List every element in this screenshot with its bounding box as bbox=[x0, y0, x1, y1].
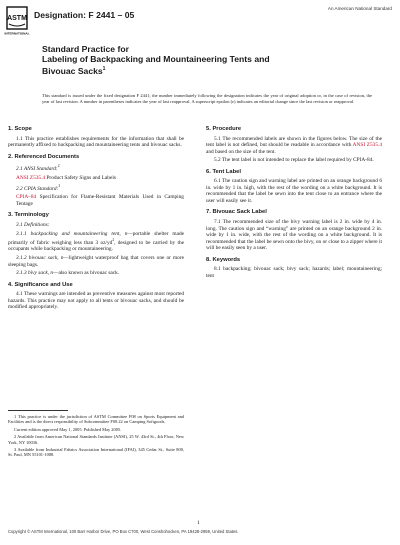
ref-ansi-heading: 2.1 ANSI Standard:$^2$ bbox=[16, 164, 60, 172]
title-line-3: Bivouac Sacks$^1$ bbox=[42, 65, 106, 76]
footnote-2: 2 Available from American National Standards Institute (ANSI), 25 W. 43rd St., 4th Floor, New York, NY 10036. bbox=[8, 434, 184, 445]
section-procedure-heading: 5. Procedure bbox=[206, 126, 242, 132]
tent-label-6-1: 6.1 The caution sign and warning label are printed on an orange background 6 in. wide by 1 in. high, with the rest of the wording on a white background. It is recommended that the label be sewn into the tent close to an entrance where the user will easily see it. bbox=[206, 178, 382, 204]
right-column bbox=[206, 126, 382, 281]
ansi-z535-link[interactable]: ANSI Z535.4 bbox=[16, 174, 46, 181]
section-references-heading: 2. Referenced Documents bbox=[8, 153, 80, 160]
significance-paragraph: 4.1 These warnings are intended as preventive measures against most reported hazards. This practice may not apply to all tents or bivouac sacks, and should be modified appropriately. bbox=[8, 291, 184, 311]
svg-text:ASTM: ASTM bbox=[7, 15, 27, 22]
keywords-8-1: 8.1 backpacking; bivouac sack; bivy sack; hazards; label; mountaineering; tent bbox=[206, 266, 382, 279]
publisher-note: An American National Standard bbox=[327, 6, 392, 11]
ansi-z535-link-2[interactable]: ANSI Z535.4 bbox=[352, 142, 383, 149]
footnotes bbox=[8, 414, 184, 460]
designation: Designation: F 2441 – 05 bbox=[34, 10, 135, 20]
procedure-5-2: 5.2 The tent label is not intended to replace the label required by CPIA-84. bbox=[214, 157, 374, 164]
section-terminology-heading: 3. Terminology bbox=[8, 212, 49, 219]
ref-cpia-item: CPIA–84 Specification for Flame-Resistant Materials Used in Camping Tentage bbox=[16, 194, 184, 207]
footnote-1b: Current edition approved May 1, 2005. Published May 2005. bbox=[14, 426, 122, 432]
footnote-3: 3 Available from Industrial Fabrics Association International (IFAI), 345 Cedar St., Suite 800, St. Paul, MN 55101-1088. bbox=[8, 447, 184, 458]
term-definitions: 3.1 Definitions: bbox=[16, 222, 50, 229]
astm-logo bbox=[6, 6, 28, 36]
procedure-5-1: 5.1 The recommended labels are shown in the figures below. The size of the tent label is not defined, but should be readable in accordance with ANSI Z535.4 and based on the size of the tent. bbox=[206, 135, 383, 155]
copyright-line: Copyright © ASTM International, 100 Barr Harbor Drive, PO Box C700, West Conshohocken, PA 19428-2959, United States. bbox=[8, 529, 239, 534]
section-keywords-heading: 8. Keywords bbox=[206, 256, 241, 263]
section-tent-label-heading: 6. Tent Label bbox=[206, 168, 242, 175]
title-line-2: Labeling of Backpacking and Mountaineering Tents and bbox=[42, 54, 270, 64]
cpia-84-link[interactable]: CPIA–84 bbox=[16, 194, 37, 201]
ref-ansi-item: ANSI Z535.4 Product Safety Signs and Labels bbox=[16, 174, 116, 181]
section-significance-heading: 4. Significance and Use bbox=[8, 281, 73, 288]
page-number: 1 bbox=[197, 520, 200, 526]
svg-text:INTERNATIONAL: INTERNATIONAL bbox=[4, 31, 30, 36]
document-title bbox=[42, 44, 372, 76]
section-bivy-label-heading: 7. Bivouac Sack Label bbox=[206, 209, 267, 216]
term-tent: 3.1.1 backpacking and mountaineering tent, n—portable shelter made primarily of fabric weighing less than 3 $oz/yd^2$, designed to be carried by the occupants while backpacking or mountaineering. bbox=[8, 230, 185, 253]
term-bivouac: 3.1.2 bivouac sack, n—lightweight waterproof bag that covers one or more sleeping bags. bbox=[8, 255, 184, 268]
adoption-notice: This standard is issued under the fixed designation F 2441; the number immediately following the designation indicates the year of original adoption or, in the case of revision, the year of last revision. A number in parentheses indicates the year of last reapproval. A superscript epsilon (ε) indicates an editorial change since the last revision or reapproval. bbox=[42, 93, 372, 104]
ref-cpia-heading: 2.2 CPIA Standard:$^3$ bbox=[16, 184, 61, 192]
section-scope-heading: 1. Scope bbox=[8, 126, 32, 132]
term-bivy: 3.1.3 bivy sack, n—also known as bivouac sack. bbox=[16, 270, 120, 277]
title-line-1: Standard Practice for bbox=[42, 44, 129, 54]
bivy-label-7-1: 7.1 The recommended size of the bivy warning label is 2 in. wide by 4 in. long. The caution sign and “warning” are printed on an orange background 2 in. wide by 1 in. wide, with the rest of the wording on a white background. It is recommended that the label be sewn onto the bivy, on or close to a zipper where it will be easily seen by a user. bbox=[206, 219, 382, 252]
footnote-divider bbox=[8, 410, 68, 411]
footnote-1: 1 This practice is under the jurisdiction of ASTM Committee F08 on Sports Equipment and Facilities and is the direct responsibility of Subcommittee F08.22 on Camping Softgoods. bbox=[8, 414, 184, 425]
scope-paragraph: 1.1 This practice establishes requirements for the information that shall be permanently affixed to backpacking and mountaineering tents and bivouac sacks. bbox=[8, 135, 184, 149]
left-column bbox=[8, 126, 184, 313]
